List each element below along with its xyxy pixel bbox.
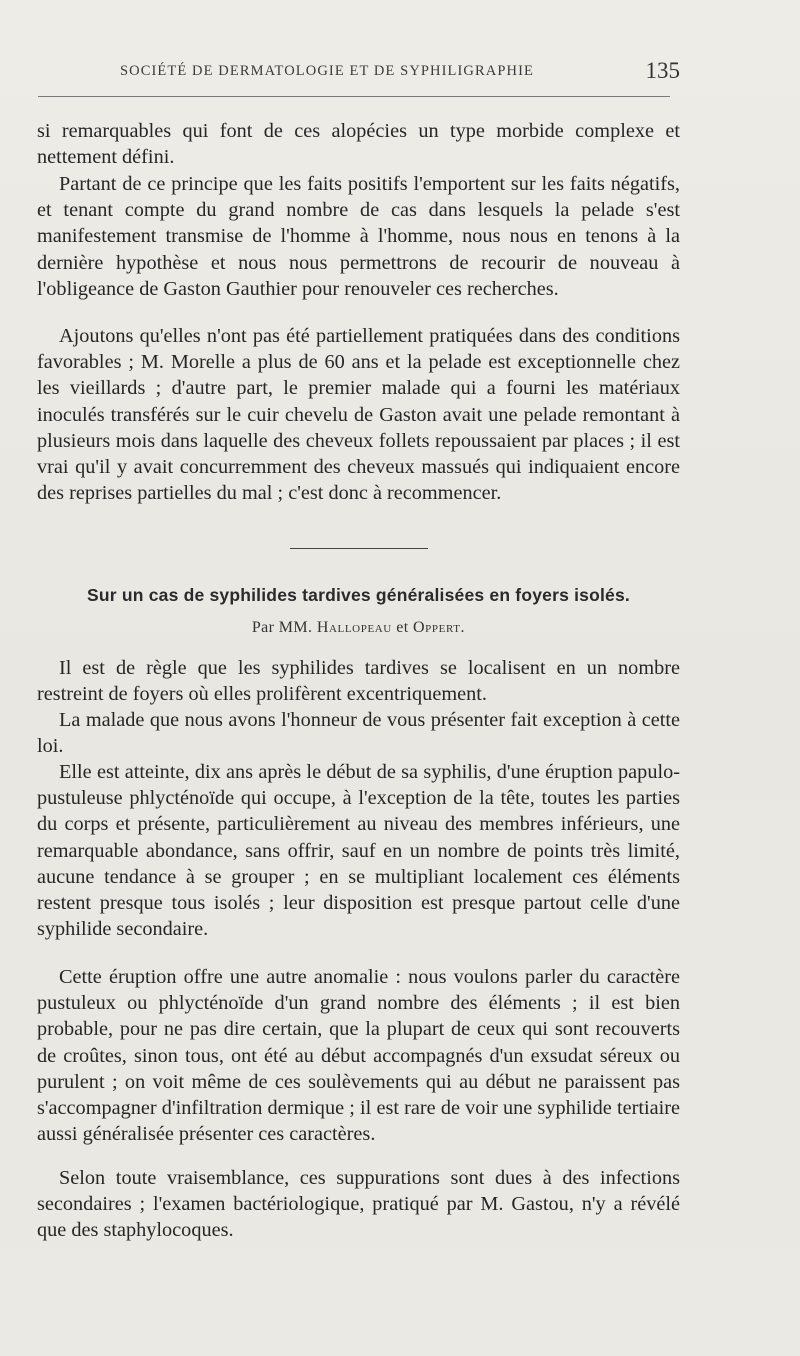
paragraph-continuation: si remarquables qui font de ces alopécies un type morbide complexe et nettement défini. <box>37 120 680 169</box>
author-name: Oppert. <box>413 619 466 636</box>
paragraph: Elle est atteinte, dix ans après le début de sa syphilis, d'une éruption papulo-pustuleuse phlycténoïde qui occupe, à l'exception de la tête, toutes les parties du corps et présente, particulièrement au niveau des membres inférieurs, une remarquable abondance, sans offrir, sauf en un nombre de points très limité, aucune tendance à se grouper ; en se multipliant localement ces éléments restent presque tous isolés ; leur disposition est presque partout celle d'une syphilide secondaire. <box>37 761 680 941</box>
paragraph: Selon toute vraisemblance, ces suppurations sont dues à des infections secondaires ; l'examen bactériologique, pratiqué par M. Gastou, n'y a révélé que des staphylocoques. <box>37 1167 680 1242</box>
running-header <box>37 60 680 86</box>
paragraph: Il est de règle que les syphilides tardives se localisent en un nombre restreint de foyers où elles prolifèrent excentriquement. <box>37 657 680 706</box>
paragraph: Partant de ce principe que les faits positifs l'emportent sur les faits négatifs, et tenant compte du grand nombre de cas dans lesquels la pelade s'est manifestement transmise de l'homme à l'homme, nous nous en tenons à la dernière hypothèse et nous nous permettrons de recourir de nouveau à l'obligeance de Gaston Gauthier pour renouveler ces recherches. <box>37 173 680 300</box>
paragraph: La malade que nous avons l'honneur de vous présenter fait exception à cette loi. <box>37 709 680 758</box>
byline-prefix: Par MM. <box>251 619 313 636</box>
section-separator <box>290 548 428 549</box>
byline-conjunction: et <box>396 619 409 636</box>
paragraph: Ajoutons qu'elles n'ont pas été partiellement pratiquées dans des conditions favorables ; M. Morelle a plus de 60 ans et la pelade est exceptionnelle chez les vieillards ; d'autre part, le premier malade qui a fourni les matériaux inoculés transférés sur le cuir chevelu de Gaston avait une pelade remontant à plusieurs mois dans laquelle des cheveux follets repoussaient par places ; il est vrai qu'il y avait concurremment des cheveux massués qui indiquaient encore des reprises partielles du mal ; c'est donc à recommencer. <box>37 325 680 505</box>
paragraph: Cette éruption offre une autre anomalie : nous voulons parler du caractère pustuleux ou phlycténoïde d'un grand nombre des éléments ; il est bien probable, pour ne pas dire certain, que la plupart de ceux qui sont recouverts de croûtes, sinon tous, ont été au début accompagnés d'un exsudat séreux ou purulent ; on voit même de ces soulèvements qui au début ne paraissent pas s'accompagner d'infiltration dermique ; il est rare de voir une syphilide tertiaire aussi généralisée présenter ces caractères. <box>37 966 680 1146</box>
running-title: SOCIÉTÉ DE DERMATOLOGIE ET DE SYPHILIGRAPHIE <box>120 63 534 79</box>
author-name: Hallopeau <box>316 619 392 636</box>
article-title: Sur un cas de syphilides tardives généralisées en foyers isolés. <box>87 585 630 605</box>
article-byline <box>37 619 680 637</box>
page-number: 135 <box>645 58 680 83</box>
header-rule <box>38 96 670 97</box>
